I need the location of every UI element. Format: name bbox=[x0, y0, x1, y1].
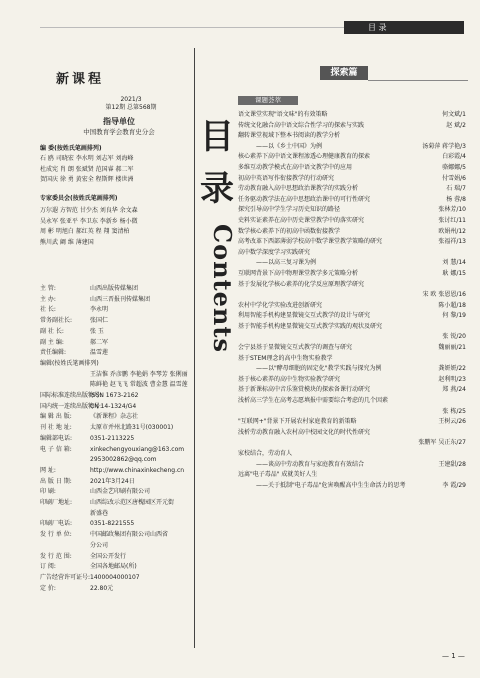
lu-char: 录 bbox=[200, 169, 234, 209]
toc-title: 高考改革下西部薄弱学校高中数学课堂教学策略的研究 bbox=[238, 238, 383, 246]
toc-title: ——以《乡土中国》为例 bbox=[256, 142, 323, 150]
info-row bbox=[40, 573, 190, 584]
toc-entry[interactable] bbox=[238, 205, 466, 216]
info-key: 编辑部电话: bbox=[40, 434, 73, 442]
toc-entry[interactable] bbox=[238, 407, 466, 418]
info-key: 出 版 日 期: bbox=[40, 477, 72, 485]
info-value: 山西综改示范区唐槐园区开元街 bbox=[90, 499, 175, 507]
info-value: xinkechengyouxiang@163.com bbox=[90, 445, 185, 453]
toc-author-page: 张鹏军 吴正东/27 bbox=[418, 439, 466, 447]
toc-author-page: 耿 娜/15 bbox=[442, 269, 466, 277]
info-value: 中国邮政集团有限公司山西省 bbox=[90, 531, 169, 539]
toc-title: 会宁县基于显微镜交互式教学的调查与研究 bbox=[238, 344, 353, 352]
info-value: 0351-8221555 bbox=[90, 520, 135, 528]
toc-entry[interactable] bbox=[238, 163, 466, 174]
magazine-title: 新课程 bbox=[56, 72, 105, 87]
toc-title: 初高中英语写作衔接教学的行动研究 bbox=[238, 174, 335, 182]
toc-title: 家校结合，劳动育人 bbox=[238, 450, 293, 457]
info-row bbox=[40, 466, 190, 477]
toc-author-page: 张福祥/13 bbox=[438, 238, 466, 246]
toc-entry[interactable] bbox=[238, 385, 466, 396]
info-value: 2021年3月24日 bbox=[90, 477, 135, 485]
toc-author-page: 李 霞/29 bbox=[442, 481, 466, 489]
info-value: 张国仁 bbox=[90, 317, 109, 325]
info-value: 2953002862@qq.com bbox=[90, 456, 157, 464]
info-key: 发 行 范 围: bbox=[40, 552, 72, 560]
info-row bbox=[40, 477, 190, 488]
toc-title: 互联网背景下高中物理课堂教学多元策略分析 bbox=[238, 269, 359, 277]
info-value: 分公司 bbox=[90, 541, 109, 549]
header-section-label: 目 录 bbox=[344, 21, 464, 34]
toc-author-page: 白彩霞/4 bbox=[442, 153, 466, 161]
toc-title: 核心素养下高中语文课程渗透心理健康教育的探索 bbox=[238, 153, 371, 161]
toc-entry[interactable] bbox=[238, 110, 466, 121]
toc-entry[interactable] bbox=[238, 216, 466, 227]
editor-row: 石 鸥 司晓宏 李水明 刘志军 刘海峰 bbox=[40, 155, 134, 162]
toc-title: 传统文化融合高中语文综合性学习的探索与实践 bbox=[238, 121, 365, 129]
info-row bbox=[40, 348, 190, 359]
info-value: 张 玉 bbox=[90, 327, 104, 335]
toc-title: 数学核心素养下的初高中函数衔接教学 bbox=[238, 227, 341, 235]
info-row bbox=[40, 338, 190, 349]
toc-title: 高中数学深度学习实践研究 bbox=[238, 248, 311, 256]
editorial-committee-title: 编 委(按姓氏笔画排列) bbox=[40, 145, 102, 152]
toc-author-page: 张林芳/10 bbox=[438, 206, 466, 214]
toc-author-page: 刘 慧/14 bbox=[442, 259, 466, 267]
toc-entry[interactable] bbox=[238, 354, 466, 365]
toc-author-page: 何文斌/1 bbox=[442, 111, 466, 118]
info-row bbox=[40, 370, 190, 381]
info-key: 发 行 单 位: bbox=[40, 531, 72, 539]
toc-entry[interactable] bbox=[238, 248, 466, 259]
info-row bbox=[40, 305, 190, 316]
info-key: 国内统一连续出版物号: bbox=[40, 402, 103, 410]
toc-entry[interactable] bbox=[238, 396, 466, 407]
toc-title: 语文课堂实现"语文味"的有效策略 bbox=[238, 111, 328, 118]
toc-title: ——以"酵母细胞的固定化"教学实践与探究为例 bbox=[256, 365, 382, 373]
toc-title: 利用智能手机构建显微镜交互式教学的设计与研究 bbox=[238, 312, 371, 320]
toc-author-page: 郑 燕/24 bbox=[442, 386, 466, 394]
info-row bbox=[40, 509, 190, 520]
toc-entry[interactable] bbox=[238, 269, 466, 280]
toc-entry[interactable] bbox=[238, 152, 466, 163]
info-row bbox=[40, 498, 190, 509]
info-row bbox=[40, 284, 190, 295]
info-row bbox=[40, 295, 190, 306]
toc-author-page: 欧娟州/12 bbox=[438, 227, 466, 235]
toc-entry[interactable] bbox=[238, 343, 466, 354]
toc-entry[interactable] bbox=[238, 449, 466, 460]
info-key: 社 长: bbox=[40, 306, 56, 314]
toc-title: 基于新课标高中音乐鉴赏模块的探索备课行动研究 bbox=[238, 386, 371, 394]
info-key: 主 管: bbox=[40, 285, 56, 292]
info-value: 1400004000107 bbox=[90, 573, 140, 581]
toc-entry[interactable] bbox=[238, 195, 466, 206]
toc-entry[interactable] bbox=[238, 375, 466, 386]
info-value: CN 14-1324/G4 bbox=[90, 402, 137, 410]
toc-entry[interactable] bbox=[238, 237, 466, 248]
info-key: 广告经营许可证号: bbox=[40, 573, 91, 581]
contents-heading-cn bbox=[192, 116, 242, 210]
info-key: 刊 社 地 址: bbox=[40, 424, 72, 432]
info-value: 温雪莲 bbox=[90, 349, 109, 357]
toc-author-page: 张讨红/11 bbox=[438, 216, 466, 224]
issue-number: 第12期 总第568期 bbox=[105, 104, 157, 111]
toc-author-page: 赵 斌/2 bbox=[446, 121, 466, 129]
editorial-committee-list bbox=[40, 154, 180, 186]
info-key: 副 社 长: bbox=[40, 327, 64, 335]
info-row bbox=[40, 445, 190, 456]
info-row bbox=[40, 434, 190, 445]
toc-title: 基于智能手机构建显微镜交互式教学实践的观状及研究 bbox=[238, 322, 383, 330]
toc-entry[interactable] bbox=[238, 258, 466, 269]
toc-title: 翻转课堂视域下整本书阅读的教学分析 bbox=[238, 132, 341, 140]
info-value: ISSN 1673-2162 bbox=[90, 392, 139, 400]
toc-title: 基于核心素养的高中生物实验教学研究 bbox=[238, 375, 341, 383]
toc-author-page: 付雪娟/6 bbox=[442, 174, 466, 182]
info-key: 副 主 编: bbox=[40, 338, 64, 346]
toc-author-page: 王树云/26 bbox=[438, 418, 466, 426]
toc-entry[interactable] bbox=[238, 142, 466, 153]
toc-title: 浅析劳动教育融入农村高中校园文化的时代性研究 bbox=[238, 428, 371, 436]
toc-author-page: 王建甜/28 bbox=[438, 460, 466, 468]
toc-entry[interactable] bbox=[238, 481, 466, 492]
info-key: 印刷厂地址: bbox=[40, 499, 73, 507]
info-value: 《新课程》杂志社 bbox=[90, 413, 139, 421]
toc-entry[interactable] bbox=[238, 184, 466, 195]
toc-entry[interactable] bbox=[238, 227, 466, 238]
toc-title: ——关于抵制"电子毒品"危害唤醒高中生生命活力的思考 bbox=[256, 481, 406, 489]
toc-author-page: 龚妍妍/22 bbox=[438, 365, 466, 373]
info-row bbox=[40, 455, 190, 466]
toc-title: 任务驱动教学法在高中思想政治课中的可行性研究 bbox=[238, 195, 371, 203]
toc-entry[interactable] bbox=[238, 332, 466, 343]
editor-row: 杜成宪 肖 朗 张斌贤 范国睿 郝二军 bbox=[40, 165, 134, 173]
info-key: 定 价: bbox=[40, 584, 56, 592]
header-rule bbox=[40, 27, 344, 28]
info-row bbox=[40, 562, 190, 573]
toc-author-page: 陈小超/18 bbox=[438, 301, 466, 309]
info-key: 责任编辑: bbox=[40, 349, 67, 357]
subsection-tag: 课题荟萃 bbox=[238, 96, 298, 105]
info-key: 订 阅: bbox=[40, 563, 56, 571]
toc-entry[interactable] bbox=[238, 311, 466, 322]
expert-row: 周 彬 明旭白 郝红英 程 翔 窦清柏 bbox=[40, 228, 130, 236]
guide-title: 指导单位 bbox=[103, 117, 135, 126]
info-key: 编 辑 出 版: bbox=[40, 413, 72, 421]
toc-entry[interactable] bbox=[238, 364, 466, 375]
info-row bbox=[40, 402, 190, 413]
expert-row: 吴永军 张亚平 李卫东 李新乡 杨小微 bbox=[40, 217, 138, 225]
info-key: 国际标准连续出版物号: bbox=[40, 392, 103, 400]
expert-committee-title: 专家委员会(按姓氏笔画排列) bbox=[40, 195, 118, 202]
info-row bbox=[40, 530, 190, 541]
info-key: 常务副社长: bbox=[40, 317, 73, 325]
info-row bbox=[40, 584, 190, 595]
section-tag: 探索篇 bbox=[320, 66, 368, 80]
toc-entry[interactable] bbox=[238, 438, 466, 449]
info-key: 电 子 信 箱: bbox=[40, 445, 72, 453]
info-value: 太原市并州北路31号(030001) bbox=[90, 424, 174, 432]
expert-committee-list bbox=[40, 206, 180, 248]
info-value: 新盛巷 bbox=[90, 509, 109, 517]
toc-author-page: 汤菊萍 蒋学艳/3 bbox=[422, 142, 466, 150]
toc-entry[interactable] bbox=[238, 280, 466, 291]
info-value: 陈鲜艳 赵飞飞 常超波 曹金慧 温雪莲 bbox=[90, 381, 188, 389]
publication-info bbox=[40, 284, 190, 594]
editor-row: 贺国庆 徐 勇 黄宏全 程斯辉 楼世洲 bbox=[40, 176, 134, 184]
toc-title: ——以高三复习课为例 bbox=[256, 259, 317, 267]
info-key: 印 刷: bbox=[40, 488, 56, 496]
toc-author-page: 赵利明/23 bbox=[438, 375, 466, 383]
toc-title: 劳动教育融入高中思想政治课教学的实践分析 bbox=[238, 185, 359, 193]
info-key: 主 办: bbox=[40, 295, 56, 303]
info-value: 全国各地邮局(所) bbox=[90, 563, 137, 571]
page-number: — 1 — bbox=[442, 652, 465, 660]
toc-title: 基于STEM理念的高中生物实验教学 bbox=[238, 354, 333, 362]
toc-entry[interactable] bbox=[238, 131, 466, 142]
info-row bbox=[40, 423, 190, 434]
info-row bbox=[40, 391, 190, 402]
info-value: 郝二军 bbox=[90, 338, 109, 346]
toc-title: 浅析高三学生在高考志愿填报中需要综合考虑的几个因素 bbox=[238, 397, 389, 405]
toc-entry[interactable] bbox=[238, 428, 466, 439]
info-row bbox=[40, 487, 190, 498]
info-row bbox=[40, 316, 190, 327]
info-row bbox=[40, 380, 190, 391]
info-row bbox=[40, 327, 190, 338]
info-value: 山西三晋报刊传媒集团 bbox=[90, 295, 151, 303]
toc-author-page: 何 黎/19 bbox=[442, 312, 466, 320]
toc-entry[interactable] bbox=[238, 470, 466, 481]
contents-heading-en: Contents bbox=[208, 224, 237, 353]
mu-char: 目 bbox=[200, 117, 234, 157]
issue-year: 2021/3 bbox=[120, 96, 142, 103]
info-value: 王洁惟 乔彦鹏 李艳娟 李琴芳 张俐丽 bbox=[90, 370, 188, 378]
toc-title: 远离"电子毒品" 成就美好人生 bbox=[238, 471, 318, 479]
toc-title: "互联网+"背景下开展农村家庭教育的新策略 bbox=[238, 418, 357, 426]
toc-title: ——谈高中劳动教育与家庭教育有效结合 bbox=[256, 460, 365, 468]
toc-entry[interactable] bbox=[238, 460, 466, 471]
expert-row: 万尔遐 方智范 甘少杰 刘良华 余文森 bbox=[40, 207, 138, 214]
toc-author-page: 张 栋/25 bbox=[442, 407, 466, 415]
toc-entry[interactable] bbox=[238, 301, 466, 312]
info-value: 李永明 bbox=[90, 306, 109, 314]
section-rule bbox=[368, 80, 468, 81]
info-value: 山西金艺印刷有限公司 bbox=[90, 488, 151, 496]
info-value: 山西出版传媒集团 bbox=[90, 285, 139, 292]
toc-title: 探究引导高中学生学习历史知识的路径 bbox=[238, 206, 341, 214]
info-value: 全国公开发行 bbox=[90, 552, 127, 560]
info-row bbox=[40, 412, 190, 423]
toc-author-page: 宋 欧 张恩恩/16 bbox=[422, 291, 466, 299]
toc-author-page: 魏丽丽/21 bbox=[438, 344, 466, 352]
guide-org: 中国教育学会教育史分会 bbox=[83, 128, 155, 136]
info-value: 0351-2113225 bbox=[90, 434, 135, 442]
info-key: 印刷厂电话: bbox=[40, 520, 73, 528]
info-key: 网 址: bbox=[40, 466, 56, 474]
toc-author-page: 骆娜娜/5 bbox=[442, 163, 466, 171]
toc-entry[interactable] bbox=[238, 417, 466, 428]
toc-title: 农村中学化学实验改进创新研究 bbox=[238, 301, 323, 309]
info-row bbox=[40, 359, 190, 370]
toc-author-page: 杨 蓉/8 bbox=[446, 195, 466, 203]
info-row bbox=[40, 519, 190, 530]
info-key: 编辑(按姓氏笔画排列) bbox=[40, 359, 99, 367]
info-value: http://www.chinaxinkecheng.cn bbox=[90, 466, 185, 474]
toc-author-page: 石 瑞/7 bbox=[446, 185, 466, 193]
toc-entry[interactable] bbox=[238, 290, 466, 301]
toc-title: 史料实证素养在高中历史课堂教学中的落实研究 bbox=[238, 216, 365, 224]
toc-entry[interactable] bbox=[238, 174, 466, 185]
issue-info bbox=[86, 96, 176, 112]
table-of-contents bbox=[238, 110, 466, 491]
info-value: 22.80元 bbox=[90, 584, 114, 592]
toc-author-page: 张 锐/20 bbox=[442, 333, 466, 341]
toc-entry[interactable] bbox=[238, 121, 466, 132]
expert-row: 熊川武 阚 维 薄建国 bbox=[40, 238, 94, 246]
toc-title: 基于发展化学核心素养的化学反应原理教学研究 bbox=[238, 280, 365, 288]
guide-unit bbox=[64, 117, 174, 137]
info-row bbox=[40, 541, 190, 552]
toc-title: 多维互动教学模式在高中语文教学中的应用 bbox=[238, 163, 353, 171]
info-row bbox=[40, 552, 190, 563]
toc-entry[interactable] bbox=[238, 322, 466, 333]
